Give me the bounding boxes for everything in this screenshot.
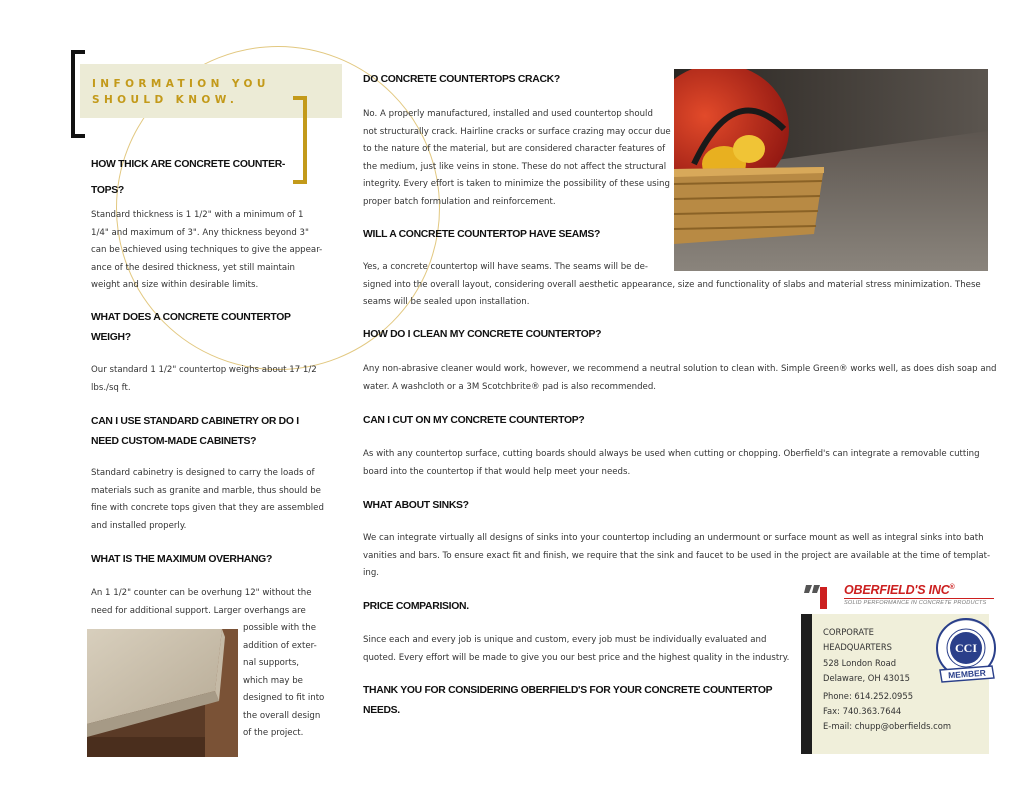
cci-seal-icon — [936, 616, 1000, 690]
contact-corporate: CORPORATE — [823, 627, 874, 637]
logo-mark-icon — [804, 583, 828, 609]
answer-clean: Any non-abrasive cleaner would work, however, we recommend a neutral solution to clean with. Simple Green® works well, as does dish soap and water. A washcloth or a 3M Scotchbrite® pad is also recommended. — [363, 364, 997, 392]
answer-overhang-top: An 1 1/2" counter can be overhung 12" without the need for additional support. Larger overhangs are — [91, 588, 312, 616]
question-cut: CAN I CUT ON MY CONCRETE COUNTERTOP? — [363, 415, 585, 426]
logo-brand: OBERFIELD'S INC — [844, 583, 950, 597]
left-bracket — [71, 50, 85, 138]
answer-sinks: We can integrate virtually all designs of sinks into your countertop including an undermount or surface mount as well as integral sinks into bath vanities and bars. To ensure exact fit and finish, we require that the sink and faucet to be used in the project are available at the time of templat- ing. — [363, 533, 991, 578]
countertop-edge-image — [87, 629, 238, 757]
contact-address-city: Delaware, OH 43015 — [823, 673, 910, 683]
answer-price: Since each and every job is unique and custom, every job must be individually evaluated and quoted. Every effort will be made to give you our best price and the highest quality in the industry. — [363, 635, 790, 663]
logo-tagline: SOLID PERFORMANCE IN CONCRETE PRODUCTS — [844, 598, 994, 606]
answer-thickness: Standard thickness is 1 1/2" with a minimum of 1 1/4" and maximum of 3". Any thickness beyond 3" can be achieved using techniques to give the appear- ance of the desired thickness, yet still maintain weight and size within desirable limits. — [91, 210, 323, 290]
contact-panel-bar — [801, 614, 812, 754]
contact-headquarters: HEADQUARTERS — [823, 642, 892, 652]
question-overhang: WHAT IS THE MAXIMUM OVERHANG? — [91, 554, 273, 565]
closing-thank-you: THANK YOU FOR CONSIDERING OBERFIELD'S FOR YOUR CONCRETE COUNTERTOP NEEDS. — [363, 685, 773, 716]
question-cabinetry: CAN I USE STANDARD CABINETRY OR DO I NEED CUSTOM-MADE CABINETS? — [91, 416, 299, 447]
question-thickness: HOW THICK ARE CONCRETE COUNTER- TOPS? — [91, 159, 286, 196]
answer-seams: Yes, a concrete countertop will have seams. The seams will be de- signed into the overall layout, considering overall aesthetic appearance, size and functionality of slabs and material stress minimization. These seams will be sealed upon installation. — [363, 262, 981, 307]
logo-registered: ® — [949, 583, 955, 591]
question-sinks: WHAT ABOUT SINKS? — [363, 500, 469, 511]
question-seams: WILL A CONCRETE COUNTERTOP HAVE SEAMS? — [363, 229, 601, 240]
question-clean: HOW DO I CLEAN MY CONCRETE COUNTERTOP? — [363, 329, 602, 340]
answer-cut: As with any countertop surface, cutting boards should always be used when cutting or chopping. Oberfield's can integrate a removable cutting board into the countertop if that would help meet your needs. — [363, 449, 980, 477]
answer-crack: No. A properly manufactured, installed and used countertop should not structurally crack. Hairline cracks or surface crazing may occur due to the nature of the material, but are considered character features of the medium, just like veins in stone. These do not affect the structural integrity. Every effort is taken to minimize the possibility of these using proper batch formulation and reinforcement. — [363, 109, 671, 207]
question-weight: WHAT DOES A CONCRETE COUNTERTOP WEIGH? — [91, 312, 291, 343]
answer-weight: Our standard 1 1/2" countertop weighs about 17 1/2 lbs./sq ft. — [91, 365, 317, 393]
countertop-edge-photo — [87, 629, 238, 757]
countertop-basket-photo — [674, 69, 988, 271]
contact-phone: Phone: 614.252.0955 — [823, 691, 914, 701]
page-title: INFORMATION YOU SHOULD KNOW. — [92, 78, 270, 106]
contact-fax: Fax: 740.363.7644 — [823, 706, 902, 716]
contact-address-street: 528 London Road — [823, 658, 897, 668]
badge-center: CCI — [954, 641, 978, 655]
answer-cabinetry: Standard cabinetry is designed to carry the loads of materials such as granite and marble, thus should be fine with concrete tops given that they are assembled and installed properly. — [91, 468, 324, 531]
cci-member-badge — [936, 616, 1000, 690]
question-crack: DO CONCRETE COUNTERTOPS CRACK? — [363, 74, 560, 85]
answer-overhang-wrap: possible with the addition of exter- nal supports, which may be designed to fit into the overall design of the project. — [243, 623, 325, 738]
contact-email[interactable]: E-mail: chupp@oberfields.com — [823, 721, 951, 731]
countertop-basket-image — [674, 69, 988, 271]
badge-ribbon: MEMBER — [947, 667, 987, 681]
company-logo — [804, 583, 994, 611]
question-price: PRICE COMPARISION. — [363, 601, 469, 612]
